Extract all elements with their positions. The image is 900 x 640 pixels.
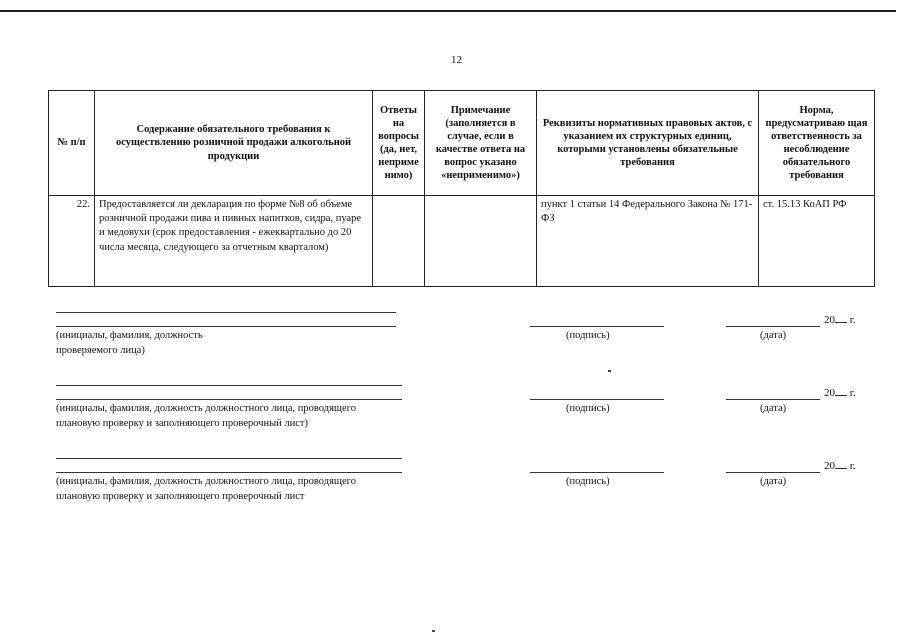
header-answers: Ответы на вопросы (да, нет, неприме нимо) (373, 91, 425, 196)
year-field (824, 387, 856, 399)
header-content: Содержание обязательного требования к осуществлению розничной продажи алкогольной продукции (95, 91, 373, 196)
name-caption-line1: (инициалы, фамилия, должность (56, 330, 203, 341)
row-num: 22. (49, 196, 95, 287)
row-requisites: пункт 1 статьи 14 Федерального Закона № 171-ФЗ (537, 196, 759, 287)
name-line[interactable] (56, 326, 396, 327)
year-blank[interactable] (835, 468, 847, 469)
year-prefix: 20 (824, 460, 835, 472)
name-line-upper (56, 312, 396, 313)
name-line-upper (56, 385, 402, 386)
row-content: Предоставляется ли декларация по форме №8 об объеме розничной продажи пива и пивных напитков, сидра, пуаре и медовухи (срок предоставления - ежеквартально до 20 числа месяца, следующего за отчетным кварталом) (95, 196, 373, 287)
date-line[interactable] (726, 399, 820, 400)
signature-line[interactable] (530, 326, 664, 327)
name-caption-line2: плановую проверку и заполняющего проверочный лист (56, 491, 305, 502)
page-number: 12 (451, 54, 462, 66)
name-line-upper (56, 458, 402, 459)
header-note: Примечание (заполняется в случае, если в качестве ответа на вопрос указано «неприменимо») (425, 91, 537, 196)
row-liability: ст. 15.13 КоАП РФ (759, 196, 875, 287)
date-line[interactable] (726, 472, 820, 473)
name-caption-line2: плановую проверку и заполняющего проверочный лист) (56, 418, 309, 429)
year-field (824, 460, 856, 472)
year-suffix: г. (849, 387, 856, 399)
signature-line[interactable] (530, 472, 664, 473)
year-field (824, 314, 856, 326)
signature-caption: (подпись) (566, 403, 610, 414)
top-border-rule (0, 10, 896, 12)
name-line[interactable] (56, 399, 402, 400)
header-liability: Норма, предусматриваю щая ответственность за несоблюдение обязательного требования (759, 91, 875, 196)
signature-line[interactable] (530, 399, 664, 400)
name-line[interactable] (56, 472, 402, 473)
name-caption-line1: (инициалы, фамилия, должность должностного лица, проводящего (56, 476, 356, 487)
date-caption: (дата) (760, 403, 787, 414)
date-caption: (дата) (760, 476, 787, 487)
date-line[interactable] (726, 326, 820, 327)
header-num: № п/п (49, 91, 95, 196)
header-requisites: Реквизиты нормативных правовых актов, с указанием их структурных единиц, которыми установлены обязательные требования (537, 91, 759, 196)
table-row (49, 196, 875, 287)
row-answer-cell[interactable] (373, 196, 425, 287)
name-caption-line2: проверяемого лица) (56, 345, 145, 356)
signature-caption: (подпись) (566, 330, 610, 341)
table-header-row (49, 91, 875, 196)
year-suffix: г. (849, 460, 856, 472)
requirements-table (48, 90, 875, 287)
year-prefix: 20 (824, 387, 835, 399)
name-caption-line1: (инициалы, фамилия, должность должностного лица, проводящего (56, 403, 356, 414)
year-blank[interactable] (835, 395, 847, 396)
scan-speck (608, 370, 611, 372)
scan-speck (432, 630, 435, 632)
year-prefix: 20 (824, 314, 835, 326)
date-caption: (дата) (760, 330, 787, 341)
year-suffix: г. (849, 314, 856, 326)
year-blank[interactable] (835, 322, 847, 323)
row-note-cell[interactable] (425, 196, 537, 287)
signature-caption: (подпись) (566, 476, 610, 487)
